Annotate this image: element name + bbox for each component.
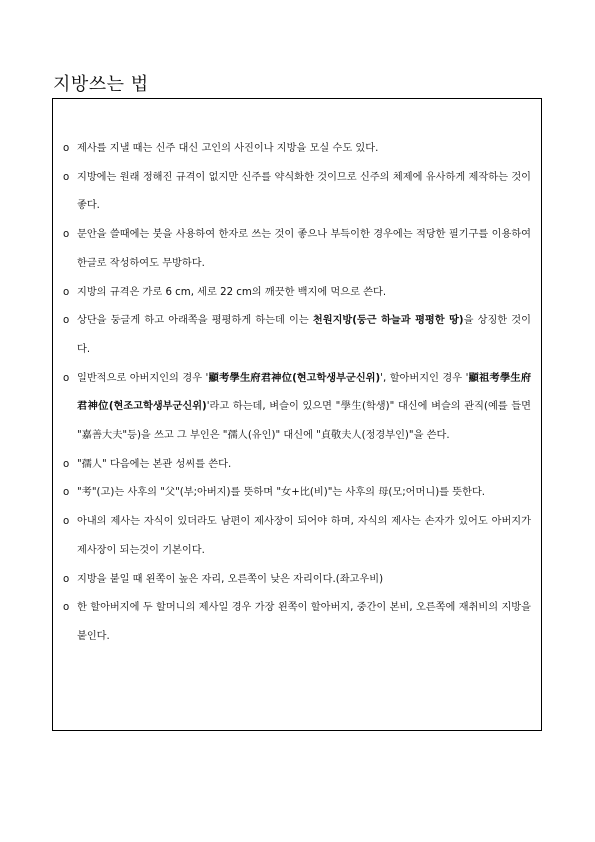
- emphasized-text: 천원지방(둥근 하늘과 평평한 땅): [312, 315, 464, 327]
- item-text: '라고 하는데, 벼슬이 있으면 "學生(학생)" 대신에 벼슬의 관직(예를 들면 "嘉善大夫"등)을 쓰고 그 부인은 "孺人(유인)" 대신에 "貞敬夫人(정경부인)"을 쓴다.: [77, 401, 531, 442]
- item-text: 상단을 둥글게 하고 아래쪽을 평평하게 하는데 이는: [77, 315, 313, 327]
- list-item: [63, 479, 531, 508]
- item-text: "孺人" 다음에는 본관 성씨를 쓴다.: [77, 458, 232, 470]
- list-item: [63, 451, 531, 480]
- item-text: 지방에는 원래 정해진 규격이 없지만 신주를 약식화한 것이므로 신주의 체제에 유사하게 제작하는 것이 좋다.: [77, 171, 531, 212]
- item-text: 문안을 쓸때에는 붓을 사용하여 한자로 쓰는 것이 좋으나 부득이한 경우에는 적당한 필기구를 이용하여 한글로 작성하여도 무방하다.: [77, 229, 531, 269]
- item-list: [63, 135, 531, 652]
- emphasized-text: 顯祖考學生府君神位(현조고학생부군신위): [77, 372, 532, 413]
- list-item: [63, 508, 531, 565]
- emphasized-text: 顯考學生府君神位(현고학생부군신위): [208, 372, 381, 384]
- item-text: 일반적으로 아버지인의 경우 ': [77, 372, 209, 384]
- bullet-marker: o: [63, 315, 70, 327]
- list-item: [63, 135, 531, 164]
- list-item: [63, 594, 531, 651]
- list-item: [63, 307, 531, 364]
- bullet-marker: o: [63, 229, 70, 241]
- bullet-marker: o: [63, 458, 70, 470]
- bullet-marker: o: [63, 286, 70, 298]
- item-text: 제사를 지낼 때는 신주 대신 고인의 사진이나 지방을 모실 수도 있다.: [77, 143, 379, 154]
- page-title: 지방쓰는 법: [53, 74, 149, 95]
- bullet-marker: o: [63, 573, 70, 585]
- list-item: [63, 365, 531, 451]
- item-text: 한 할아버지에 두 할머니의 제사일 경우 가장 왼쪽이 할아버지, 중간이 본비, 오른쪽에 재취비의 지방을 붙인다.: [77, 602, 531, 642]
- content-box: [52, 98, 542, 731]
- bullet-marker: o: [63, 171, 70, 183]
- list-item: [63, 566, 531, 595]
- bullet-marker: o: [63, 516, 70, 528]
- item-text: 지방을 붙일 때 왼쪽이 높은 자리, 오른쪽이 낮은 자리이다.(좌고우비): [77, 573, 384, 585]
- item-text: 을 상징한 것이다.: [77, 315, 531, 355]
- item-text: 아내의 제사는 자식이 있더라도 남편이 제사장이 되어야 하며, 자식의 제사는 손자가 있어도 아버지가 제사장이 되는것이 기본이다.: [77, 516, 531, 556]
- list-item: [63, 279, 531, 308]
- bullet-marker: o: [63, 602, 70, 614]
- item-text: ', 할아버지인 경우 ': [380, 372, 469, 384]
- item-text: 지방의 규격은 가로 6 cm, 세로 22 cm의 깨끗한 백지에 먹으로 쓴다.: [77, 286, 387, 298]
- bullet-marker: o: [63, 143, 70, 154]
- list-item: [63, 221, 531, 278]
- bullet-marker: o: [63, 487, 70, 499]
- item-text: "考"(고)는 사후의 "父"(부;아버지)를 뜻하며 "女+比(비)"는 사후의 母(모;어머니)를 뜻한다.: [77, 487, 486, 499]
- list-item: [63, 164, 531, 221]
- bullet-marker: o: [63, 372, 70, 384]
